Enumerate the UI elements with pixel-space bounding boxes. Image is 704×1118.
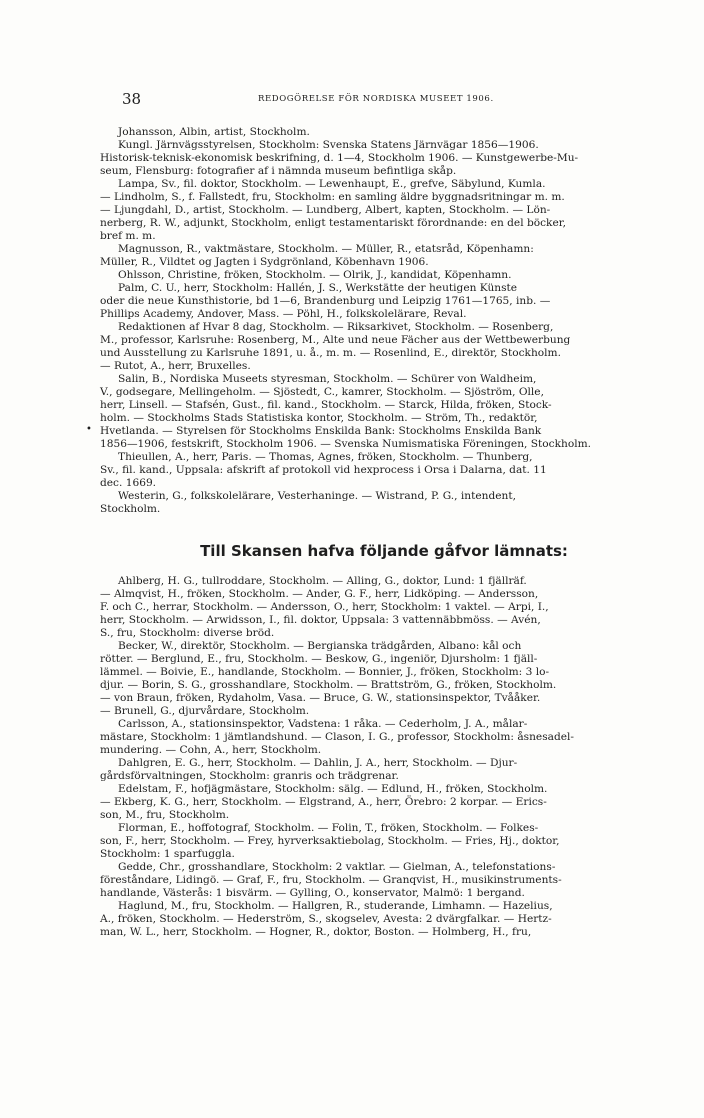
text-line: bref m. m. — [100, 230, 156, 242]
text-line: und Ausstellung zu Karlsruhe 1891, u. å., m. m. — Rosenlind, E., direktör, Stockholm. — [100, 347, 561, 359]
text-line: F. och C., herrar, Stockholm. — Andersson, O., herr, Stockholm: 1 vaktel. — Arpi, I., — [100, 601, 549, 613]
text-line: seum, Flensburg: fotografier af i nämnda museum befintliga skåp. — [100, 165, 457, 177]
text-line: Edelstam, F., hofjägmästare, Stockholm: sälg. — Edlund, H., fröken, Stockholm. — [118, 783, 548, 795]
text-line: dec. 1669. — [100, 477, 157, 489]
text-line: Dahlgren, E. G., herr, Stockholm. — Dahlin, J. A., herr, Stockholm. — Djur- — [118, 757, 518, 769]
text-line: mundering. — Cohn, A., herr, Stockholm. — [100, 744, 322, 756]
text-line: — Ljungdahl, D., artist, Stockholm. — Lundberg, Albert, kapten, Stockholm. — Lön- — [100, 204, 551, 216]
text-line: Historisk-teknisk-ekonomisk beskrifning, d. 1—4, Stockholm 1906. — Kunstgewerbe-Mu- — [100, 152, 579, 164]
text-line: Thieullen, A., herr, Paris. — Thomas, Agnes, fröken, Stockholm. — Thunberg, — [118, 451, 533, 463]
text-line: Salin, B., Nordiska Museets styresman, Stockholm. — Schürer von Waldheim, — [118, 373, 537, 385]
text-line: Lampa, Sv., fil. doktor, Stockholm. — Lewenhaupt, E., grefve, Säbylund, Kumla. — [118, 178, 546, 190]
text-line: 1856—1906, festskrift, Stockholm 1906. — Svenska Numismatiska Föreningen, Stockholm. — [100, 438, 592, 450]
text-line: V., godsegare, Mellingeholm. — Sjöstedt, C., kamrer, Stockholm. — Sjöström, Olle, — [100, 386, 544, 398]
text-line: mästare, Stockholm: 1 jämtlandshund. — Clason, I. G., professor, Stockholm: åsnesadel- — [100, 731, 574, 743]
text-line: Westerin, G., folkskolelärare, Vesterhaninge. — Wistrand, P. G., intendent, — [118, 490, 516, 502]
text-line: Haglund, M., fru, Stockholm. — Hallgren, R., studerande, Limhamn. — Hazelius, — [118, 900, 553, 912]
text-line: M., professor, Karlsruhe: Rosenberg, M., Alte und neue Fächer aus der Wettbewerbung — [100, 334, 571, 346]
text-line: herr, Stockholm. — Arwidsson, I., fil. doktor, Uppsala: 3 vattennäbbmöss. — Avén, — [100, 614, 541, 626]
text-line: son, F., herr, Stockholm. — Frey, hyrverksaktiebolag, Stockholm. — Fries, Hj., doktor, — [100, 835, 560, 847]
text-line: S., fru, Stockholm: diverse bröd. — [100, 627, 275, 639]
text-line: Stockholm: 1 sparfuggla. — [100, 848, 235, 860]
running-title: REDOGÖRELSE FÖR NORDISKA MUSEET 1906. — [258, 94, 494, 104]
text-line: Hvetlanda. — Styrelsen för Stockholms Enskilda Bank: Stockholms Enskilda Bank — [100, 425, 542, 437]
page-number: 38 — [122, 90, 142, 108]
text-line: Müller, R., Vildtet og Jagten i Sydgrönland, Köbenhavn 1906. — [100, 256, 429, 268]
text-line: djur. — Borin, S. G., grosshandlare, Stockholm. — Brattström, G., fröken, Stockholm. — [100, 679, 557, 691]
donor-list-skansen — [100, 575, 668, 939]
text-line: Phillips Academy, Andover, Mass. — Pöhl, H., folkskolelärare, Reval. — [100, 308, 467, 320]
text-line: rötter. — Berglund, E., fru, Stockholm. — Beskow, G., ingeniör, Djursholm: 1 fjäll- — [100, 653, 538, 665]
text-line: föreståndare, Lidingö. — Graf, F., fru, Stockholm. — Granqvist, H., musikinstruments- — [100, 874, 562, 886]
margin-mark: • — [86, 424, 92, 435]
text-line: — Almqvist, H., fröken, Stockholm. — Ander, G. F., herr, Lidköping. — Andersson, — [100, 588, 539, 600]
text-line: Magnusson, R., vaktmästare, Stockholm. — Müller, R., etatsråd, Köpenhamn: — [118, 243, 534, 255]
text-line: Ahlberg, H. G., tullroddare, Stockholm. — Alling, G., doktor, Lund: 1 fjällräf. — [118, 575, 527, 587]
text-line: Gedde, Chr., grosshandlare, Stockholm: 2 vaktlar. — Gielman, A., telefonstations- — [118, 861, 556, 873]
running-head — [122, 90, 642, 110]
text-line: oder die neue Kunsthistorie, bd 1—6, Brandenburg und Leipzig 1761—1765, inb. — — [100, 295, 551, 307]
text-line: lämmel. — Boivie, E., handlande, Stockholm. — Bonnier, J., fröken, Stockholm: 3 lo- — [100, 666, 550, 678]
text-line: — Brunell, G., djurvårdare, Stockholm. — [100, 705, 310, 717]
text-line: Redaktionen af Hvar 8 dag, Stockholm. — Riksarkivet, Stockholm. — Rosenberg, — [118, 321, 554, 333]
text-line: son, M., fru, Stockholm. — [100, 809, 230, 821]
text-line: — Lindholm, S., f. Fallstedt, fru, Stockholm: en samling äldre byggnadsritningar m. m. — [100, 191, 565, 203]
text-line: Becker, W., direktör, Stockholm. — Bergianska trädgården, Albano: kål och — [118, 640, 522, 652]
text-line: — Rutot, A., herr, Bruxelles. — [100, 360, 251, 372]
text-line: herr, Linsell. — Stafsén, Gust., fil. kand., Stockholm. — Starck, Hilda, fröken, Stock- — [100, 399, 552, 411]
text-line: Palm, C. U., herr, Stockholm: Hallén, J. S., Werkstätte der heutigen Künste — [118, 282, 518, 294]
donor-list-museum — [100, 126, 668, 516]
section-heading: Till Skansen hafva följande gåfvor lämnats: — [200, 542, 568, 560]
text-line: Carlsson, A., stationsinspektor, Vadstena: 1 råka. — Cederholm, J. A., målar- — [118, 718, 528, 730]
text-line: A., fröken, Stockholm. — Hederström, S., skogselev, Avesta: 2 dvärgfalkar. — Hertz- — [100, 913, 552, 925]
text-line: holm. — Stockholms Stads Statistiska kontor, Stockholm. — Ström, Th., redaktör, — [100, 412, 538, 424]
text-line: — von Braun, fröken, Rydaholm, Vasa. — Bruce, G. W., stationsinspektor, Tvååker. — [100, 692, 541, 704]
text-line: gårdsförvaltningen, Stockholm: granris och trädgrenar. — [100, 770, 399, 782]
text-line: Kungl. Järnvägsstyrelsen, Stockholm: Svenska Statens Järnvägar 1856—1906. — [118, 139, 539, 151]
text-line: man, W. L., herr, Stockholm. — Hogner, R., doktor, Boston. — Holmberg, H., fru, — [100, 926, 532, 938]
text-line: Sv., fil. kand., Uppsala: afskrift af protokoll vid hexprocess i Orsa i Dalarna, dat. 11 — [100, 464, 547, 476]
text-line: Florman, E., hoffotograf, Stockholm. — Folin, T., fröken, Stockholm. — Folkes- — [118, 822, 539, 834]
text-line: — Ekberg, K. G., herr, Stockholm. — Elgstrand, A., herr, Örebro: 2 korpar. — Erics- — [100, 796, 547, 808]
text-line: nerberg, R. W., adjunkt, Stockholm, enligt testamentariskt förordnande: en del böcker, — [100, 217, 566, 229]
text-line: Ohlsson, Christine, fröken, Stockholm. — Olrik, J., kandidat, Köpenhamn. — [118, 269, 512, 281]
text-line: Stockholm. — [100, 503, 161, 515]
text-line: handlande, Västerås: 1 bisvärm. — Gylling, O., konservator, Malmö: 1 bergand. — [100, 887, 525, 899]
text-line: Johansson, Albin, artist, Stockholm. — [118, 126, 310, 138]
